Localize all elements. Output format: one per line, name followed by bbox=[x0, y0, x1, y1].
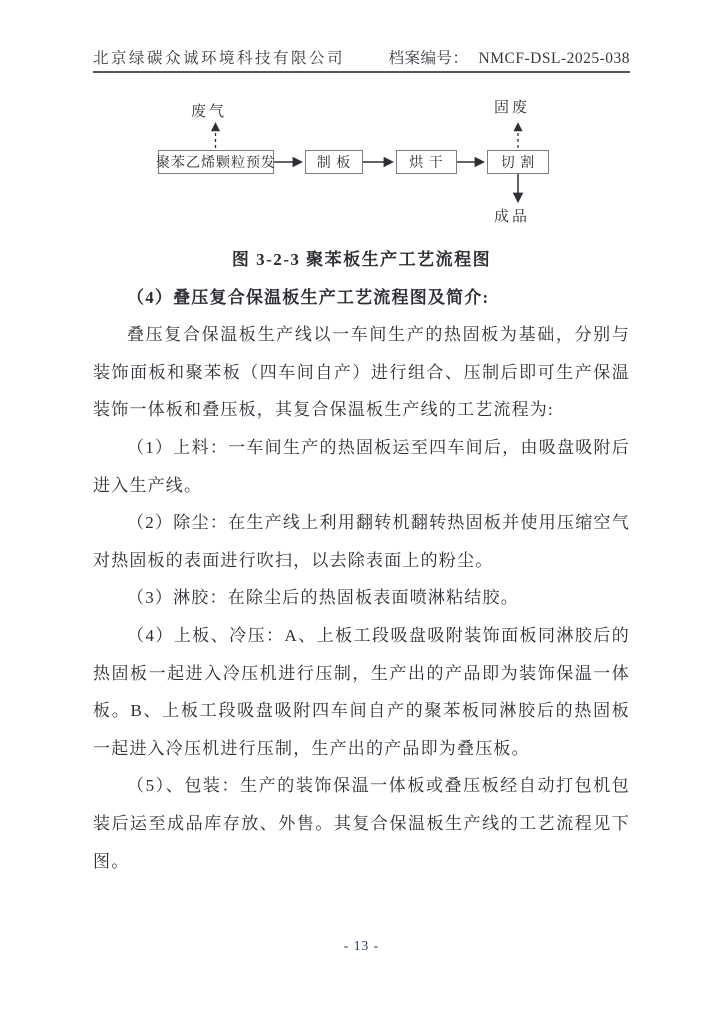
page-header bbox=[93, 0, 630, 73]
archive-number bbox=[389, 46, 630, 68]
body-text bbox=[93, 241, 630, 880]
paragraph-step-1: （1）上料：一车间生产的热固板运至四车间后，由吸盘吸附后进入生产线。 bbox=[93, 437, 630, 495]
header-row bbox=[93, 46, 630, 73]
paragraph-step-4: （4）上板、冷压：A、上板工段吸盘吸附装饰面板同淋胶后的热固板一起进入冷压机进行压制，生产出的产品即为装饰保温一体板。B、上板工段吸盘吸附四车间自产的聚苯板同淋胶后的热固板一起进入冷压机进行压制，生产出的产品即为叠压板。 bbox=[93, 625, 630, 758]
flowchart-box-prefoaming: 聚苯乙烯颗粒预发 bbox=[158, 150, 274, 174]
process-flowchart bbox=[93, 93, 630, 233]
paragraph-step-2: （2）除尘：在生产线上利用翻转机翻转热固板并使用压缩空气对热固板的表面进行吹扫，以去除表面上的粉尘。 bbox=[93, 513, 630, 570]
paragraph-step-3: （3）淋胶：在除尘后的热固板表面喷淋粘结胶。 bbox=[127, 588, 519, 608]
waste-gas-label: 废气 bbox=[191, 104, 228, 120]
figure-caption: 图 3-2-3 聚苯板生产工艺流程图 bbox=[231, 250, 492, 269]
flowchart-box-board-making: 制 板 bbox=[305, 150, 363, 174]
solid-waste-label: 固废 bbox=[494, 100, 531, 116]
archive-label: 档案编号： bbox=[388, 50, 469, 67]
paragraph-intro: 叠压复合保温板生产线以一车间生产的热固板为基础，分别与装饰面板和聚苯板（四车间自产）进行组合、压制后即可生产保温装饰一体板和叠压板，其复合保温板生产线的工艺流程为: bbox=[93, 325, 630, 420]
flowchart-box-drying: 烘 干 bbox=[396, 150, 457, 174]
page-number: - 13 - bbox=[343, 938, 380, 953]
company-name: 北京绿碳众诚环境科技有限公司 bbox=[93, 50, 346, 67]
paragraph-step-5: （5）、包装：生产的装饰保温一体板或叠压板经自动打包机包装后运至成品库存放、外售。其复合保温板生产线的工艺流程见下图。 bbox=[93, 776, 630, 871]
archive-value: NMCF-DSL-2025-038 bbox=[478, 50, 630, 67]
flowchart-box-cutting: 切 割 bbox=[487, 150, 549, 174]
section-heading: （4）叠压复合保温板生产工艺流程图及简介: bbox=[127, 287, 490, 307]
product-label: 成品 bbox=[494, 209, 531, 225]
